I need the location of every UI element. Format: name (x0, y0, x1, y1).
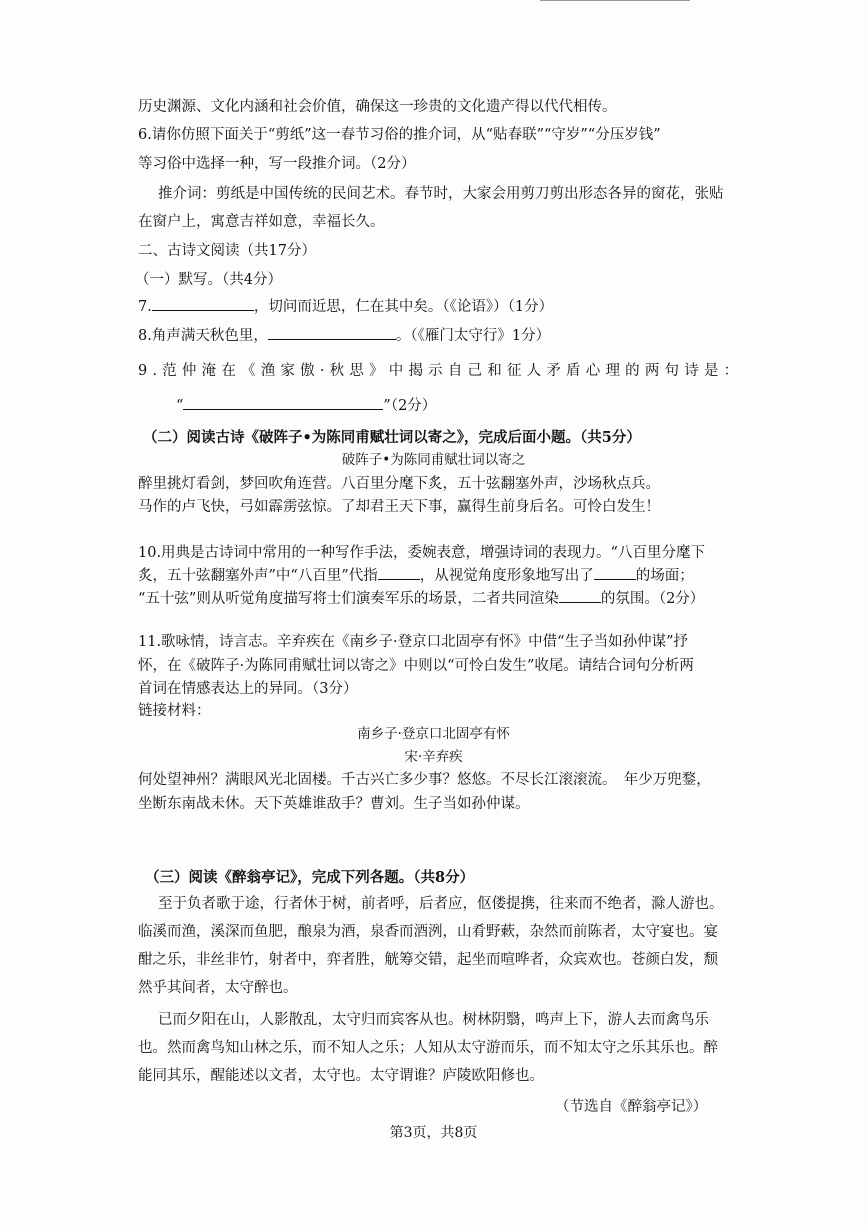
linked-poem-line-2: 坐断东南战未休。天下英雄谁敌手？曹刘。生子当如孙仲谋。 (138, 796, 530, 812)
q10-blank-1[interactable] (378, 565, 420, 580)
passage-line-4: 然乎其间者，太守醉也。 (138, 980, 298, 996)
q10-text-2: ，从视觉角度形象地写出了 (419, 568, 594, 584)
passage-source: （节选自《醉翁亭记》） (555, 1099, 708, 1115)
question-9: 9.范仲淹在《渔家傲·秋思》中揭示自己和征人矛盾心理的两句诗是： (138, 363, 744, 379)
example-text: 推介词：剪纸是中国传统的民间艺术。春节时，大家会用剪刀剪出形态各异的窗花，张贴 (158, 186, 724, 202)
q8-source: 。（《雁门太守行》1分） (395, 328, 551, 344)
linked-poem-author: 宋·辛弃疾 (404, 749, 463, 765)
passage-line-2: 临溪而渔，溪深而鱼肥，酿泉为酒，泉香而酒洌，山肴野蔌，杂然而前陈者，太守宴也。宴 (138, 924, 718, 940)
q9-open-quote: “ (176, 398, 184, 414)
passage-line-7: 能同其乐，醒能述以文者，太守也。太守谓谁？庐陵欧阳修也。 (138, 1068, 544, 1084)
section-2-heading: 二、古诗文阅读（共17分） (138, 243, 316, 259)
question-10-cont (138, 565, 694, 586)
linked-poem-line-1: 何处望神州？满眼风光北固楼。千古兴亡多少事？悠悠。不尽长江滚滚流。 年少万兜鍪， (138, 772, 711, 788)
subsection-2-heading: （二）阅读古诗《破阵子•为陈同甫赋壮词以寄之》，完成后面小题。（共5分） (143, 429, 641, 446)
q10-blank-2[interactable] (594, 565, 636, 580)
example-text-cont: 在窗户上，寓意吉祥如意，幸福长久。 (138, 214, 385, 230)
passage-line-6: 也。然而禽鸟知山林之乐，而不知人之乐；人知从太守游而乐，而不知太守之乐其乐也。醉 (138, 1040, 718, 1056)
question-8 (138, 325, 550, 346)
q9-answer-blank[interactable] (183, 395, 383, 410)
linked-poem-title: 南乡子·登京口北固亭有怀 (357, 726, 510, 742)
q8-answer-blank[interactable] (268, 325, 396, 340)
question-11: 11.歌咏情，诗言志。辛弃疾在《南乡子·登京口北固亭有怀》中借“生子当如孙仲谋”抒 (138, 634, 688, 650)
poem-line-2: 马作的卢飞快，弓如霹雳弦惊。了却君王天下事，赢得生前身后名。可怜白发生！ (138, 499, 660, 515)
question-11-end: 首词在情感表达上的异同。（3分） (138, 681, 358, 697)
scan-edge-mark (540, 0, 690, 5)
q8-text: 8.角声满天秋色里， (138, 328, 268, 344)
q10-text-3: 的场面； (635, 568, 694, 584)
link-material-label: 链接材料： (138, 703, 211, 719)
subsection-1-heading: （一）默写。（共4分） (135, 272, 282, 288)
passage-line-1: 至于负者歌于途，行者休于树，前者呼，后者应，伛偻提携，往来而不绝者，滁人游也。 (158, 896, 724, 912)
q7-text: ，切问而近思，仁在其中矣。（《论语》）（1分） (253, 299, 554, 315)
q10-text-5: 的氛围。（2分） (600, 591, 705, 607)
q9-close: ”（2分） (383, 398, 437, 414)
subsection-3-heading: （三）阅读《醉翁亭记》，完成下列各题。（共8分） (145, 869, 475, 886)
question-11-cont: 怀，在《破阵子·为陈同甫赋壮词以寄之》中则以“可怜白发生”收尾。请结合词句分析两 (138, 658, 694, 674)
question-6-cont: 等习俗中选择一种，写一段推介词。（2分） (138, 156, 416, 172)
question-10: 10.用典是古诗词中常用的一种写作手法，委婉表意，增强诗词的表现力。“八百里分麾下 (138, 545, 705, 561)
poem-line-1: 醉里挑灯看剑，梦回吹角连营。八百里分麾下炙，五十弦翻塞外声，沙场秋点兵。 (138, 476, 660, 492)
question-9-answer (176, 395, 436, 416)
question-10-end (138, 588, 704, 609)
q7-answer-blank[interactable] (152, 296, 254, 311)
q7-number: 7. (138, 299, 152, 315)
q10-text-4: “五十弦”则从听觉角度描写将士们演奏军乐的场景，二者共同渲染 (138, 591, 559, 607)
q10-blank-3[interactable] (559, 588, 601, 603)
question-7 (138, 296, 553, 317)
passage-line-5: 已而夕阳在山，人影散乱，太守归而宾客从也。树林阴翳，鸣声上下，游人去而禽鸟乐 (158, 1012, 709, 1028)
text-line: 历史渊源、文化内涵和社会价值，确保这一珍贵的文化遗产得以代代相传。 (138, 99, 617, 115)
poem-title: 破阵子•为陈同甫赋壮词以寄之 (341, 452, 526, 468)
question-6: 6.请你仿照下面关于“剪纸”这一春节习俗的推介词，从“贴春联”“守岁”“分压岁钱” (138, 127, 661, 143)
page-footer: 第3页，共8页 (389, 1125, 478, 1141)
q10-text-1: 炙，五十弦翻塞外声”中“八百里”代指 (138, 568, 378, 584)
passage-line-3: 酣之乐，非丝非竹，射者中，弈者胜，觥筹交错，起坐而喧哗者，众宾欢也。苍颜白发，颓 (138, 952, 718, 968)
